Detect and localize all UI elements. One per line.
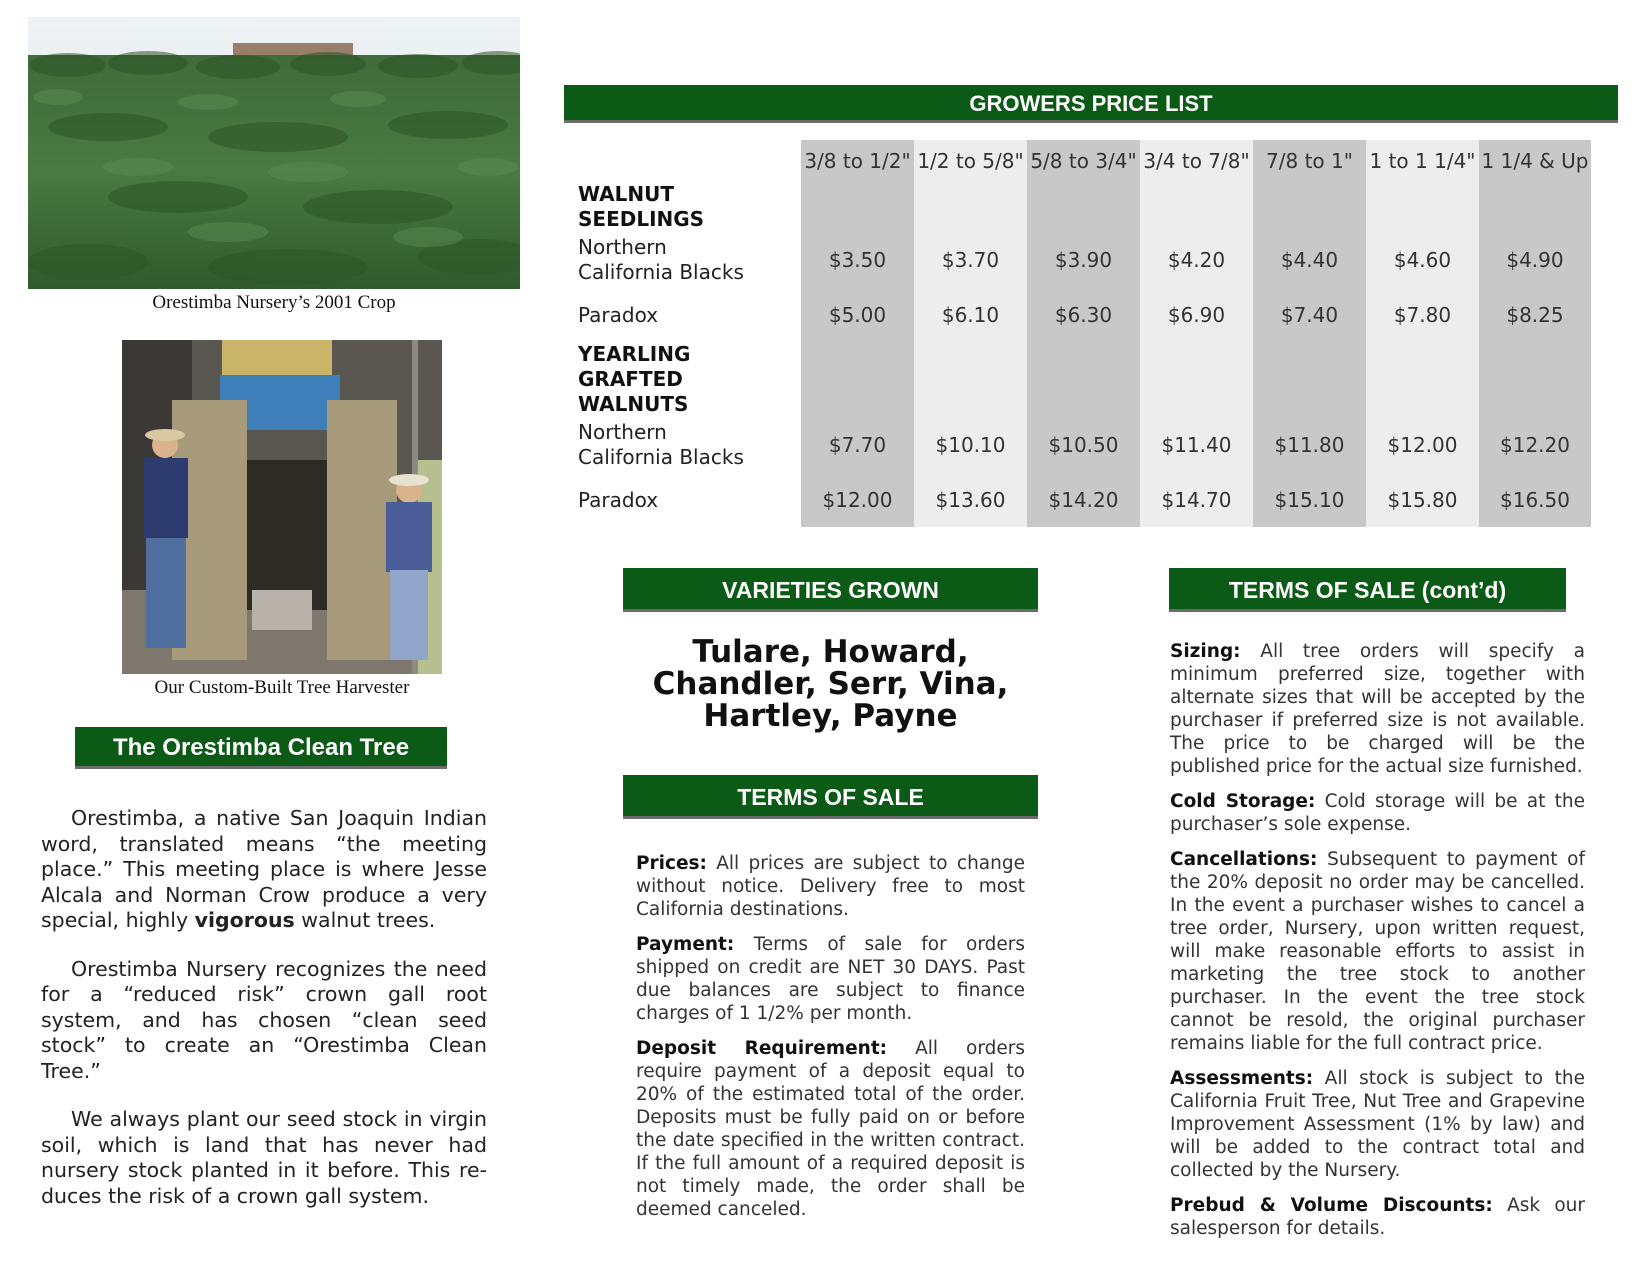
- price-cell: $12.20: [1500, 432, 1570, 457]
- price-cell: $16.50: [1500, 487, 1570, 512]
- price-cell: $8.25: [1506, 302, 1564, 327]
- terms-payment: Payment: Terms of sale for orders shipped on credit are NET 30 DAYS. Past due balances are subject to finance charges of 1 1/2% per month.: [636, 934, 1025, 1024]
- price-cell: $4.60: [1393, 247, 1452, 272]
- size-col-4: 3/4 to 7/8": [1143, 149, 1250, 173]
- price-cell: $3.90: [1054, 247, 1113, 272]
- price-cell: $4.20: [1167, 247, 1226, 272]
- terms-contd-heading: TERMS OF SALE (cont’d): [1169, 568, 1566, 612]
- row-label: Northern California Blacks: [578, 234, 744, 284]
- terms-cancellations: Cancellations: Subsequent to payment of the 20% deposit no order may be cancelled. In the event a purchaser wishes to cancel a tree order, Nursery, upon written request, will make reasonable efforts to assist in marketing the tree stock to another purchaser. In the event the tree stock cannot be resold, the original purchaser remains liable for the full contract price.: [1170, 849, 1585, 1054]
- table-row: [566, 417, 1591, 472]
- terms-sizing: Sizing: All tree orders will specify a minimum preferred size, together with alternate sizes that will be accepted by the purchaser if preferred size is not available. The price to be charged will be the published price for the actual size furnished.: [1170, 641, 1585, 777]
- price-cell: $6.30: [1054, 302, 1113, 327]
- varieties-line-3: Hartley, Payne: [703, 698, 958, 734]
- price-cell: $14.20: [1048, 487, 1119, 512]
- group-heading-yearling: YEARLING GRAFTED WALNUTS: [578, 342, 691, 416]
- size-col-6: 1 to 1 1/4": [1369, 149, 1476, 173]
- varieties-line-2: Chandler, Serr, Vina,: [652, 666, 1009, 702]
- price-cell: $5.00: [828, 302, 887, 327]
- terms-deposit: Deposit Requirement: All orders require payment of a deposit equal to 20% of the estimated total of the order. Deposits must be fully paid on or before the date specified in the written contract. If the full amount of a required deposit is not timely made, the order shall be deemed canceled.: [636, 1038, 1025, 1220]
- terms-prebud-discounts: Prebud & Volume Discounts: Ask our salesperson for details.: [1170, 1195, 1586, 1239]
- varieties-line-1: Tulare, Howard,: [692, 634, 969, 670]
- price-cell: $12.00: [1387, 432, 1458, 457]
- group-heading-seedlings: WALNUT SEEDLINGS: [578, 182, 705, 231]
- price-cell: $13.60: [935, 487, 1006, 512]
- size-col-2: 1/2 to 5/8": [917, 149, 1024, 173]
- crop-photo: [28, 17, 520, 289]
- table-row: [566, 287, 1591, 342]
- price-cell: $3.50: [828, 247, 887, 272]
- size-col-1: 3/8 to 1/2": [804, 149, 911, 173]
- table-row: [566, 472, 1591, 527]
- price-cell: $14.70: [1161, 487, 1232, 512]
- table-row: [566, 232, 1591, 287]
- price-cell: $3.70: [941, 247, 1000, 272]
- terms-contd-body: [1170, 640, 1585, 1252]
- price-cell: $11.40: [1161, 432, 1232, 457]
- size-col-7: 1 1/4 & Up: [1481, 149, 1589, 173]
- terms-assessments: Assessments: All stock is subject to the California Fruit Tree, Nut Tree and Grapevine Improvement Assessment (1% by law) and will be added to the contract total and collected by the Nursery.: [1170, 1068, 1585, 1181]
- size-col-5: 7/8 to 1": [1266, 149, 1353, 173]
- price-table: [566, 140, 1591, 527]
- price-cell: $6.90: [1167, 302, 1226, 327]
- crop-photo-caption: Orestimba Nursery’s 2001 Crop: [152, 292, 396, 313]
- clean-tree-body: [41, 806, 487, 1232]
- terms-cold-storage: Cold Storage: Cold storage will be at the purchaser’s sole expense.: [1170, 791, 1585, 835]
- clean-tree-paragraph-2: Orestimba Nursery recognizes the need for a “reduced risk” crown gall root system, and has chosen “clean seed stock” to create an “Orestimba Clean Tree.”: [41, 956, 487, 1083]
- harvester-photo-caption: Our Custom-Built Tree Harvester: [154, 677, 410, 698]
- price-cell: $10.10: [935, 432, 1006, 457]
- varieties-list: [623, 636, 1038, 732]
- row-label: Northern California Blacks: [578, 419, 744, 469]
- price-cell: $11.80: [1274, 432, 1345, 457]
- price-cell: $12.00: [822, 487, 893, 512]
- clean-tree-heading: The Orestimba Clean Tree: [75, 727, 447, 769]
- price-cell: $15.10: [1274, 487, 1345, 512]
- price-cell: $4.90: [1506, 247, 1564, 272]
- size-col-3: 5/8 to 3/4": [1030, 149, 1137, 173]
- varieties-heading: VARIETIES GROWN: [623, 568, 1038, 612]
- row-label: Paradox: [578, 302, 659, 327]
- price-cell: $10.50: [1048, 432, 1119, 457]
- price-list-title: GROWERS PRICE LIST: [564, 85, 1618, 123]
- clean-tree-paragraph-3: We always plant our seed stock in virgin soil, which is land that has never had nursery stock planted in it before. This re-duces the risk of a crown gall system.: [41, 1107, 487, 1208]
- terms-heading: TERMS OF SALE: [623, 775, 1038, 819]
- terms-prices: Prices: All prices are subject to change without notice. Delivery free to most California destinations.: [636, 853, 1025, 920]
- price-cell: $7.70: [828, 432, 887, 457]
- terms-body: [636, 852, 1025, 1233]
- row-label: Paradox: [578, 487, 659, 512]
- price-cell: $4.40: [1280, 247, 1339, 272]
- clean-tree-paragraph-1: Orestimba, a native San Joaquin Indian word, translated means “the meeting place.” This meeting place is where Jesse Alcala and Norman Crow produce a very special, highly vigorous walnut trees.: [41, 806, 487, 932]
- harvester-photo: [122, 340, 442, 674]
- price-cell: $6.10: [941, 302, 1000, 327]
- price-cell: $7.80: [1393, 302, 1452, 327]
- price-cell: $7.40: [1280, 302, 1339, 327]
- price-cell: $15.80: [1387, 487, 1458, 512]
